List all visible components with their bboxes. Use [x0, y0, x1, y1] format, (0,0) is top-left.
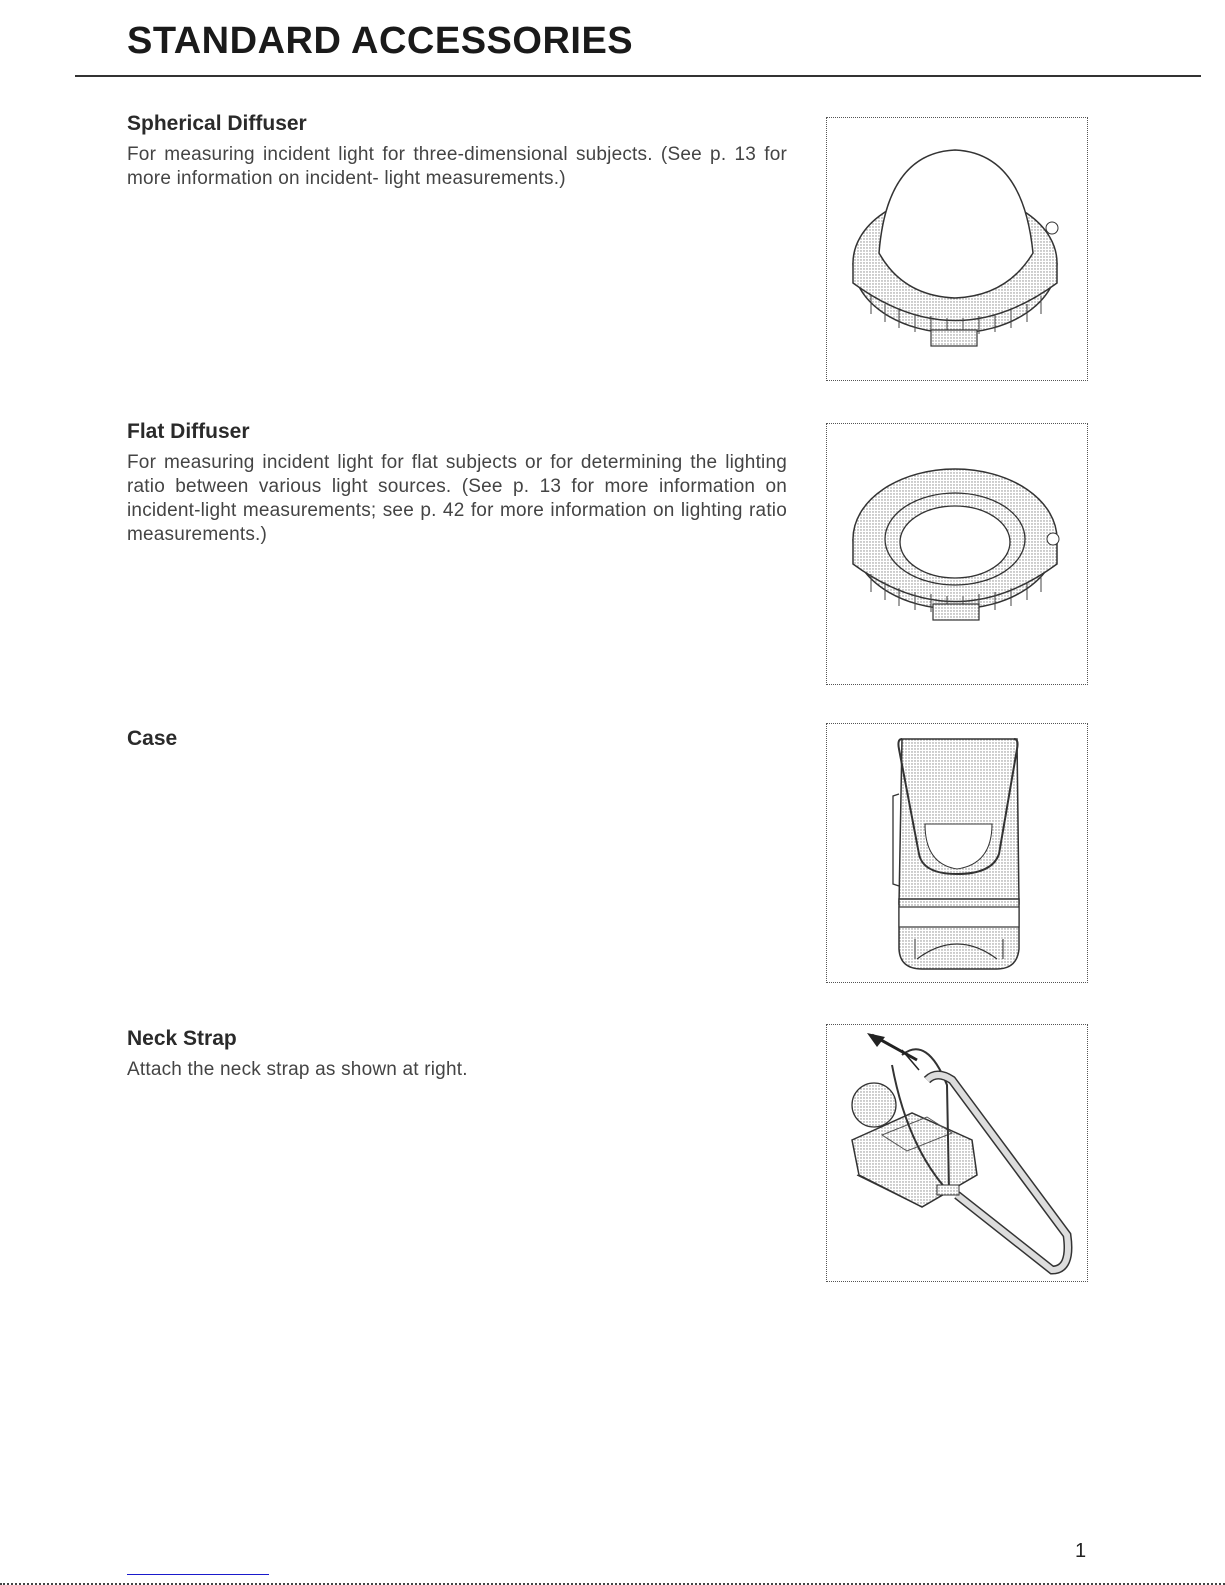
section-spherical-diffuser	[127, 112, 787, 191]
spherical-diffuser-icon	[827, 118, 1087, 380]
flat-diffuser-figure	[826, 423, 1088, 685]
section-heading: Case	[127, 727, 178, 750]
section-body: Attach the neck strap as shown at right.	[127, 1059, 468, 1081]
section-body: For measuring incident light for flat subjects or for determining the lighting ratio between various light sources. (See p. 13 for more information on incident-light measurements; see p. 42 for more information on lighting ratio measurements.)	[127, 452, 787, 546]
link-underline[interactable]	[127, 1574, 269, 1575]
page-title: STANDARD ACCESSORIES	[127, 20, 634, 62]
flat-diffuser-icon	[827, 424, 1087, 684]
section-case	[127, 727, 787, 758]
title-divider	[75, 75, 1201, 77]
section-body: For measuring incident light for three-dimensional subjects. (See p. 13 for more information on incident- light measurements.)	[127, 144, 787, 190]
section-heading: Neck Strap	[127, 1027, 237, 1050]
section-neck-strap	[127, 1027, 787, 1082]
section-heading: Flat Diffuser	[127, 420, 250, 443]
case-figure	[826, 723, 1088, 983]
case-icon	[827, 724, 1087, 982]
page-number: 1	[1075, 1540, 1087, 1562]
neck-strap-figure	[826, 1024, 1088, 1282]
spherical-diffuser-figure	[826, 117, 1088, 381]
section-heading: Spherical Diffuser	[127, 112, 307, 135]
neck-strap-icon	[827, 1025, 1087, 1281]
section-flat-diffuser	[127, 420, 787, 547]
